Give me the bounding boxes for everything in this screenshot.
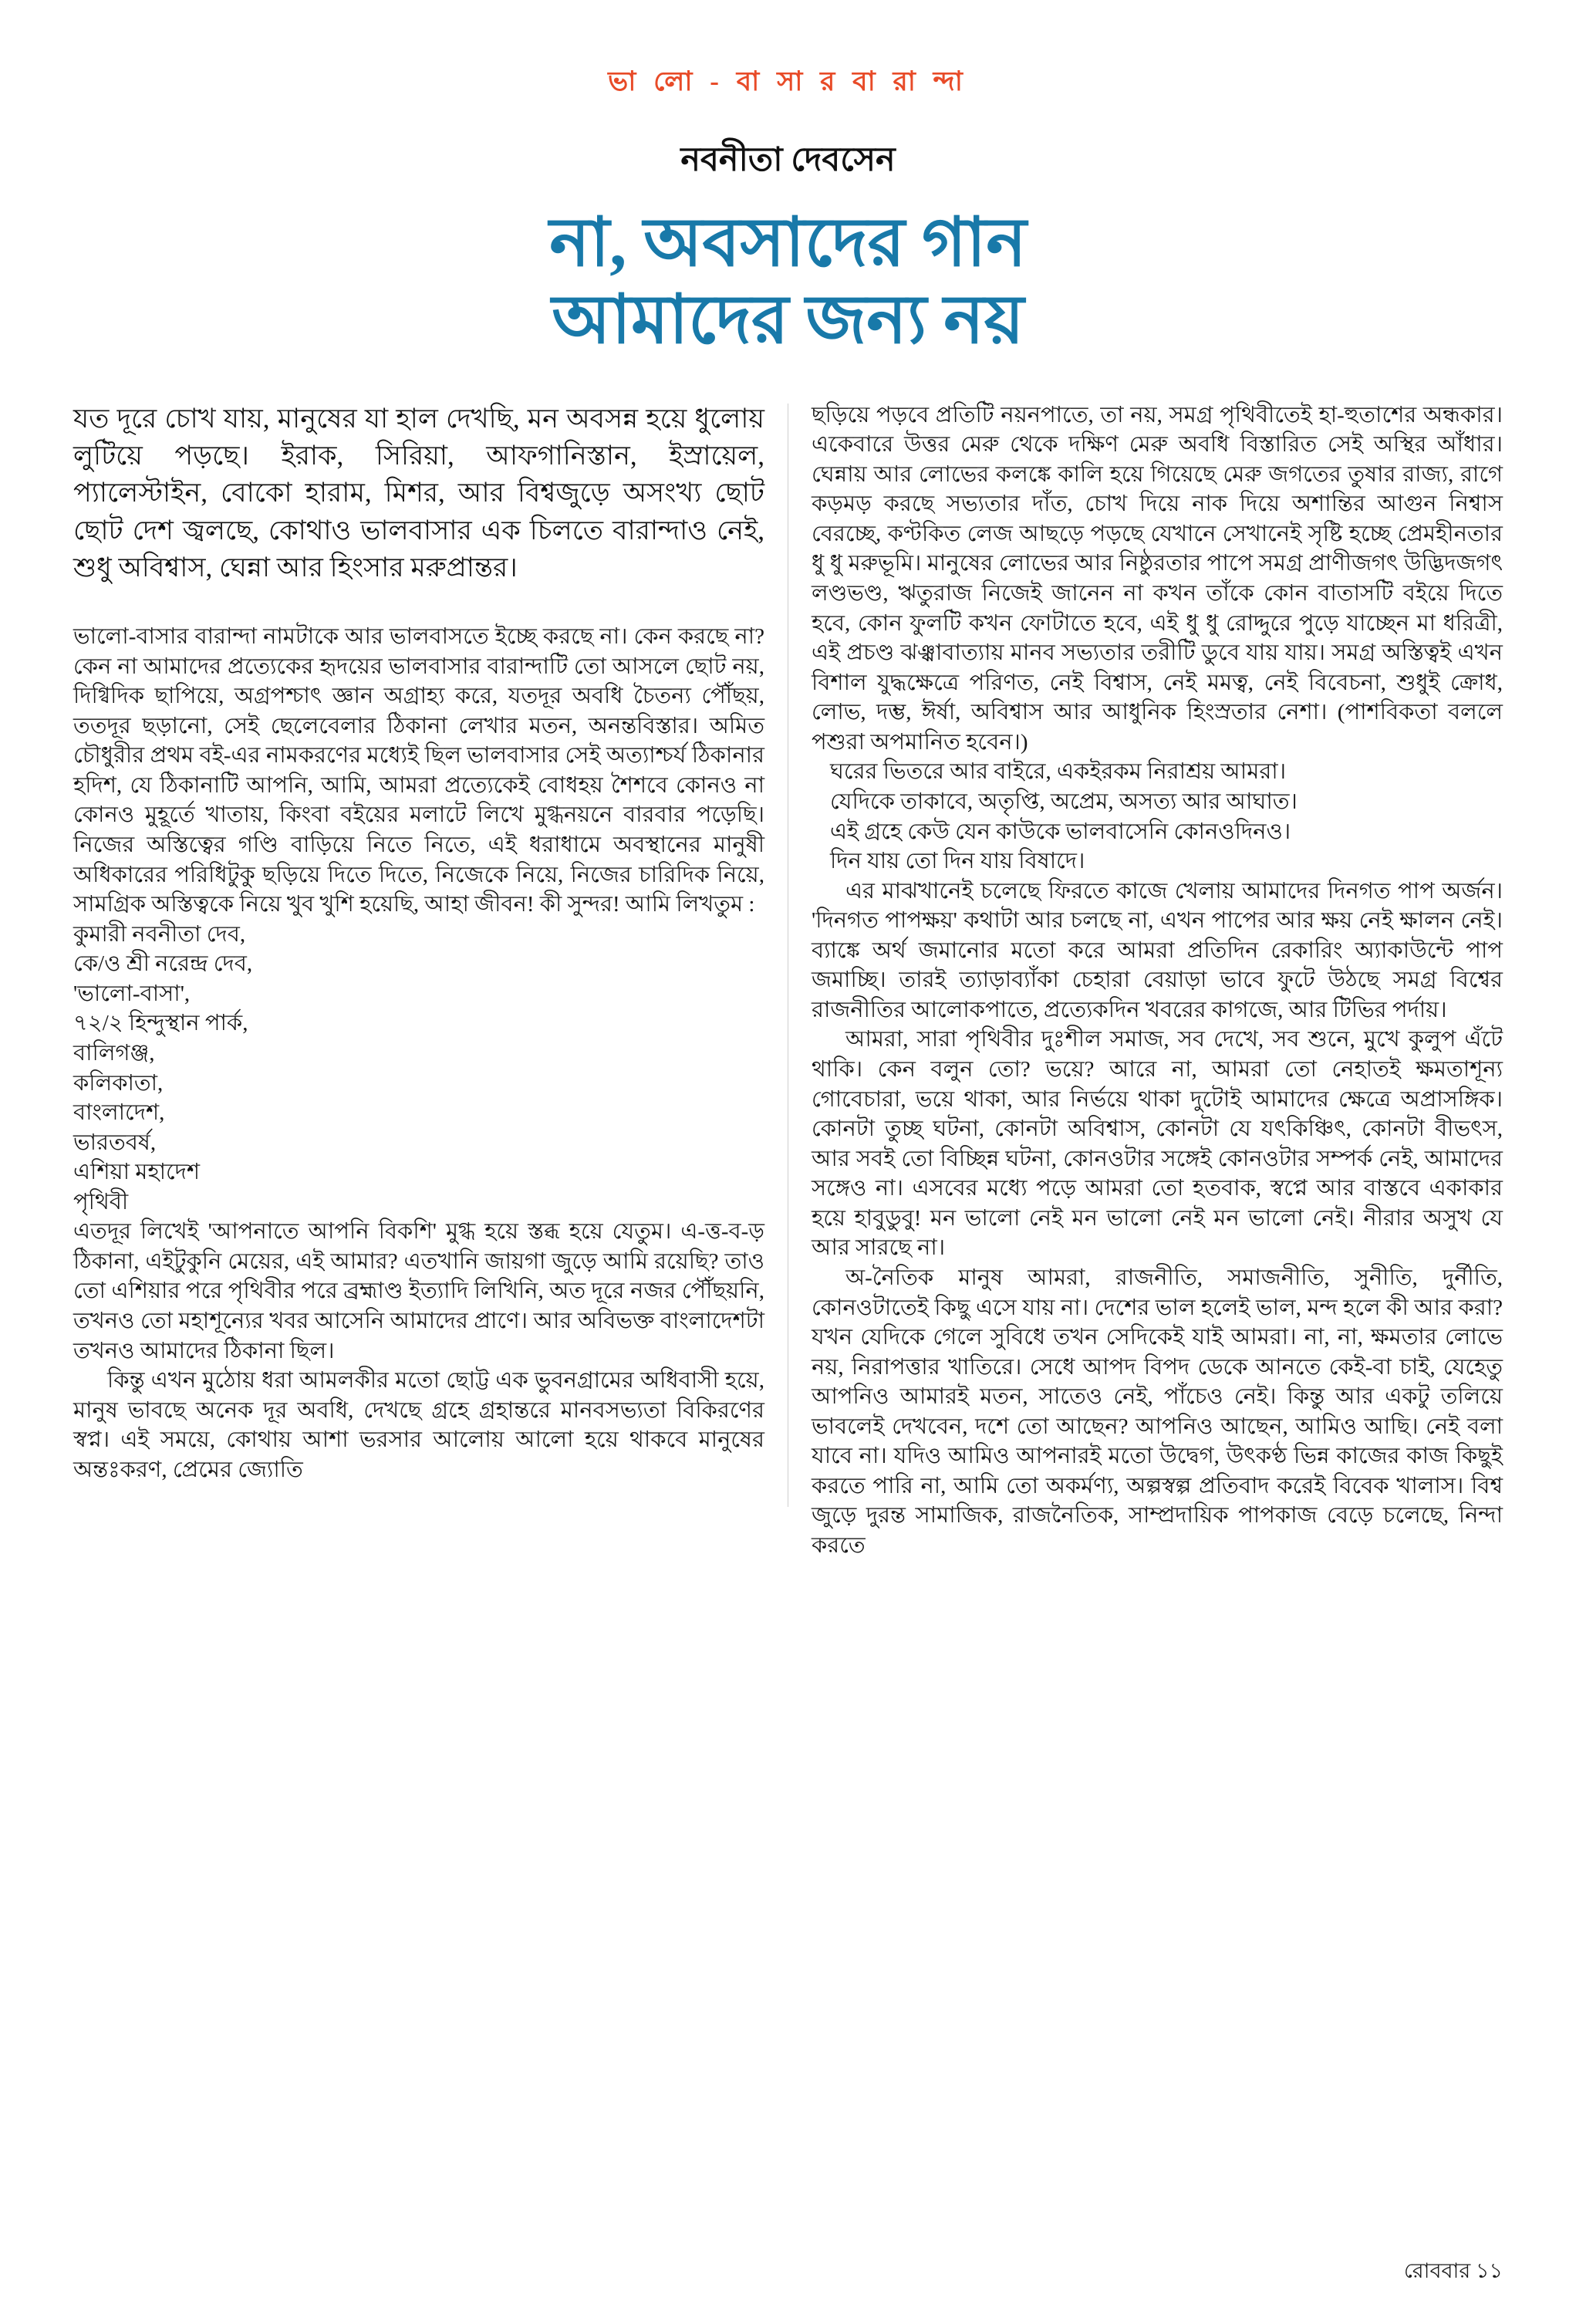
body-paragraph: এর মাঝখানেই চলেছে ফিরতে কাজে খেলায় আমাদের দিনগত পাপ অর্জন। 'দিনগত পাপক্ষয়' কথাটা আর চলছে না, এখন পাপের আর ক্ষয় নেই ক্ষালন নেই। ব্যাঙ্কে অর্থ জমানোর মতো করে আমরা প্রতিদিন রেকারিং অ্যাকাউন্টে পাপ জমাচ্ছি। তারই ত্যাড়াব্যাঁকা চেহারা বেয়াড়া ভাবে ফুটে উঠছে সমগ্র বিশ্বের রাজনীতির আলোকপাতে, প্রত্যেকদিন খবরের কাগজে, আর টিভির পর্দায়।	[812, 878, 1503, 1022]
address-line: বাংলাদেশ,	[73, 1100, 165, 1126]
article-body	[73, 400, 1503, 1561]
address-line: পৃথিবী	[73, 1189, 129, 1214]
body-paragraph: ছড়িয়ে পড়বে প্রতিটি নয়নপাতে, তা নয়, সমগ্র পৃথিবীতেই হা-হুতাশের অন্ধকার। একেবারে উত্তর মেরু থেকে দক্ষিণ মেরু অবধি বিস্তারিত সেই অস্থির আঁধার। ঘেন্নায় আর লোভের কলঙ্কে কালি হয়ে গিয়েছে মেরু জগতের তুষার রাজ্য, রাগে কড়মড় করছে সভ্যতার দাঁত, চোখ দিয়ে নাক দিয়ে অশান্তির আগুন নিশ্বাস বেরচ্ছে, কণ্টকিত লেজ আছড়ে পড়ছে যেখানে সেখানেই সৃষ্টি হচ্ছে প্রেমহীনতার ধু ধু মরুভূমি। মানুষের লোভের আর নিষ্ঠুরতার পাপে সমগ্র প্রাণীজগৎ উদ্ভিদজগৎ লণ্ডভণ্ড, ঋতুরাজ নিজেই জানেন না কখন তাঁকে কোন বাতাসটি বইয়ে দিতে হবে, কোন ফুলটি কখন ফোটাতে হবে, এই ধু ধু রোদ্দুরে পুড়ে যাচ্ছেন মা ধরিত্রী, এই প্রচণ্ড ঝঞ্ঝাবাত্যায় মানব সভ্যতার তরীটি ডুবে যায় যায়। সমগ্র অস্তিত্বই এখন বিশাল যুদ্ধক্ষেত্রে পরিণত, নেই বিশ্বাস, নেই মমত্ব, নেই বিবেচনা, শুধুই ক্রোধ, লোভ, দম্ভ, ঈর্ষা, অবিশ্বাস আর আধুনিক হিংস্রতার নেশা। (পাশবিকতা বললে পশুরা অপমানিত হবেন।)	[812, 402, 1503, 755]
left-column	[73, 400, 764, 1561]
address-line: বালিগঞ্জ,	[73, 1040, 155, 1066]
address-line: এশিয়া মহাদেশ	[73, 1160, 201, 1185]
verse-line: দিন যায় তো দিন যায় বিষাদে।	[830, 849, 1085, 874]
title-line-1: না, অবসাদের গান	[549, 206, 1027, 281]
folio-text: রোববার ১১	[1403, 2259, 1503, 2282]
body-paragraph: অ-নৈতিক মানুষ আমরা, রাজনীতি, সমাজনীতি, সুনীতি, দুর্নীতি, কোনওটাতেই কিছু এসে যায় না। দেশের ভাল হলেই ভাল, মন্দ হলে কী আর করা? যখন যেদিকে গেলে সুবিধে তখন সেদিকেই যাই আমরা। না, না, ক্ষমতার লোভে নয়, নিরাপত্তার খাতিরে। সেধে আপদ বিপদ ডেকে আনতে কেই-বা চাই, যেহেতু আপনিও আমারই মতন, সাতেও নেই, পাঁচেও নেই। কিন্তু আর একটু তলিয়ে ভাবলেই দেখবেন, দশে তো আছেন? আপনিও আছেন, আমিও আছি। নেই বলা যাবে না। যদিও আমিও আপনারই মতো উদ্বেগ, উৎকণ্ঠ ভিন্ন কাজের কাজ কিছুই করতে পারি না, আমি তো অকর্মণ্য, অল্পস্বল্প প্রতিবাদ করেই বিবেক খালাস। বিশ্ব জুড়ে দুরন্ত সামাজিক, রাজনৈতিক, সাম্প্রদায়িক পাপকাজ বেড়ে চলেছে, নিন্দা করতে	[812, 1265, 1503, 1558]
address-line: কলিকাতা,	[73, 1070, 164, 1096]
article-header	[73, 60, 1503, 360]
title-line-2: আমাদের জন্য নয়	[552, 283, 1024, 359]
verse-line: ঘরের ভিতরে আর বাইরে, একইরকম নিরাশ্রয় আমরা।	[830, 759, 1287, 785]
lead-paragraph: যত দূরে চোখ যায়, মানুষের যা হাল দেখছি, মন অবসন্ন হয়ে ধুলোয় লুটিয়ে পড়ছে। ইরাক, সিরিয়া, আফগানিস্তান, ইস্রায়েল, প্যালেস্টাইন, বোকো হারাম, মিশর, আর বিশ্বজুড়ে অসংখ্য ছোট ছোট দেশ জ্বলছে, কোথাও ভালবাসার এক চিলতে বারান্দাও নেই, শুধু অবিশ্বাস, ঘেন্না আর হিংসার মরুপ্রান্তর।	[73, 403, 764, 583]
address-line: 'ভালো-বাসা',	[73, 981, 191, 1006]
verse-line: এই গ্রহে কেউ যেন কাউকে ভালবাসেনি কোনওদিনও।	[830, 819, 1291, 844]
address-block	[73, 920, 764, 1218]
verse-block	[812, 757, 1503, 876]
body-paragraph: আমরা, সারা পৃথিবীর দুঃশীল সমাজ, সব দেখে, সব শুনে, মুখে কুলুপ এঁটে থাকি। কেন বলুন তো? ভয়ে? আরে না, আমরা তো নেহাতই ক্ষমতাশূন্য গোবেচারা, ভয়ে থাকা, আর নির্ভয়ে থাকা দুটোই আমাদের ক্ষেত্রে অপ্রাসঙ্গিক। কোনটা তুচ্ছ ঘটনা, কোনটা অবিশ্বাস, কোনটা যে যৎকিঞ্চিৎ, কোনটা বীভৎস, আর সবই তো বিচ্ছিন্ন ঘটনা, কোনওটার সঙ্গেই কোনওটার সম্পর্ক নেই, আমাদের সঙ্গেও না। এসবের মধ্যে পড়ে আমরা তো হতবাক, স্বপ্নে আর বাস্তবে একাকার হয়ে হাবুডুবু! মন ভালো নেই মন ভালো নেই মন ভালো নেই। নীরার অসুখ যে আর সারছে না।	[812, 1027, 1503, 1261]
article-title	[73, 205, 1503, 360]
address-line: ৭২/২ হিন্দুস্থান পার্ক,	[73, 1011, 248, 1036]
verse-line: যেদিকে তাকাবে, অতৃপ্তি, অপ্রেম, অসত্য আর আঘাত।	[830, 789, 1298, 814]
author-name: নবনীতা দেবসেন	[680, 142, 896, 178]
right-column	[812, 400, 1503, 1561]
body-paragraph: ভালো-বাসার বারান্দা নামটাকে আর ভালবাসতে ইচ্ছে করছে না। কেন করছে না? কেন না আমাদের প্রত্যেকের হৃদয়ের ভালবাসার বারান্দাটি তো আসলে ছোট নয়, দিগ্বিদিক ছাপিয়ে, অগ্রপশ্চাৎ জ্ঞান অগ্রাহ্য করে, যতদূর অবধি চৈতন্য পৌঁছয়, ততদূর ছড়ানো, সেই ছেলেবেলার ঠিকানা লেখার মতন, অনন্তবিস্তার। অমিত চৌধুরীর প্রথম বই-এর নামকরণের মধ্যেই ছিল ভালবাসার সেই অত্যাশ্চর্য ঠিকানার হদিশ, যে ঠিকানাটি আপনি, আমি, আমরা প্রত্যেকেই বোধহয় শৈশবে কোনও না কোনও মুহূর্তে খাতায়, কিংবা বইয়ের মলাটে লিখে মুগ্ধনয়নে বারবার পড়েছি। নিজের অস্তিত্বের গণ্ডি বাড়িয়ে নিতে নিতে, এই ধরাধামে অবস্থানের মানুষী অধিকারের পরিধিটুকু ছড়িয়ে দিতে দিতে, নিজেকে নিয়ে, নিজের চারিদিক নিয়ে, সামগ্রিক অস্তিত্বকে নিয়ে খুব খুশি হয়েছি, আহা জীবন! কী সুন্দর! আমি লিখতুম :	[73, 624, 764, 917]
address-line: কে/ও শ্রী নরেন্দ্র দেব,	[73, 951, 253, 977]
body-paragraph: এতদূর লিখেই 'আপনাতে আপনি বিকশি' মুগ্ধ হয়ে স্তব্ধ হয়ে যেতুম। এ-ত্ত-ব-ড় ঠিকানা, এইটুকুনি মেয়ের, এই আমার? এতখানি জায়গা জুড়ে আমি রয়েছি? তাও তো এশিয়ার পরে পৃথিবীর পরে ব্রহ্মাণ্ড ইত্যাদি লিখিনি, অত দূরে নজর পৌঁছয়নি, তখনও তো মহাশূন্যের খবর আসেনি আমাদের প্রাণে। আর অবিভক্ত বাংলাদেশটা তখনও আমাদের ঠিকানা ছিল।	[73, 1219, 764, 1363]
section-kicker: ভা লো - বা সা র বা রা ন্দা	[608, 66, 968, 96]
body-paragraph: কিন্তু এখন মুঠোয় ধরা আমলকীর মতো ছোট্ট এক ভুবনগ্রামের অধিবাসী হয়ে, মানুষ ভাবছে অনেক দূর অবধি, দেখছে গ্রহে গ্রহান্তরে মানবসভ্যতা বিকিরণের স্বপ্ন। এই সময়ে, কোথায় আশা ভরসার আলোয় আলো হয়ে থাকবে মানুষের অন্তঃকরণ, প্রেমের জ্যোতি	[73, 1368, 764, 1482]
address-line: কুমারী নবনীতা দেব,	[73, 921, 246, 947]
page-footer	[1404, 2255, 1503, 2290]
address-line: ভারতবর্ষ,	[73, 1130, 157, 1155]
